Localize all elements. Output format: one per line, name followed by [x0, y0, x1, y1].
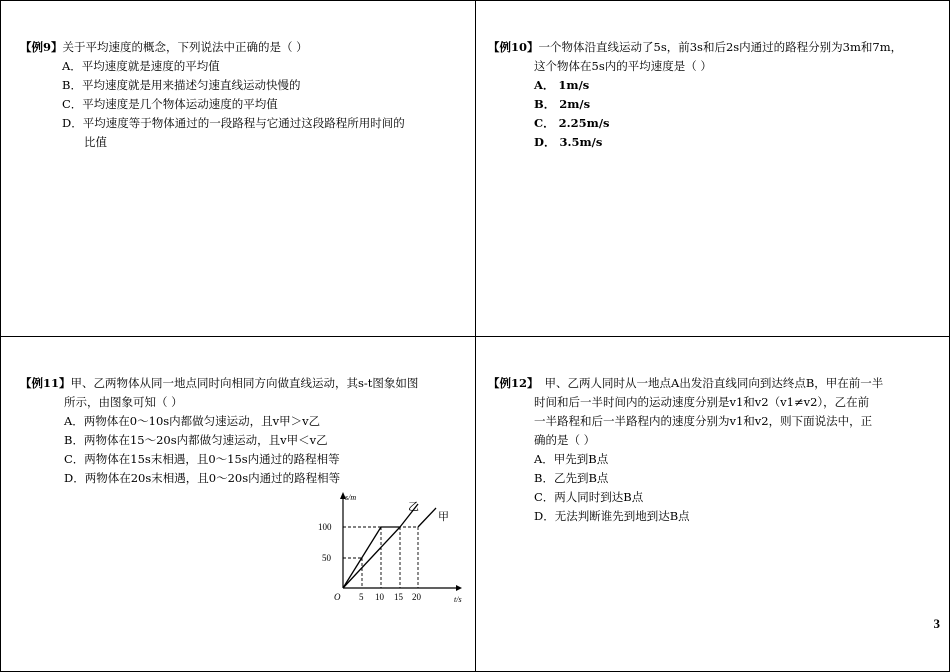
- q11-stem-line1: 甲、乙两物体从同一地点同时向相同方向做直线运动，其s-t图象如图: [70, 376, 419, 390]
- q9-option-c: C．平均速度是几个物体运动速度的平均值: [62, 97, 278, 111]
- q9-option-d-cont: 比值: [84, 135, 107, 149]
- q12-option-c: C．两人同时到达B点: [534, 490, 644, 504]
- x-tick-20: 20: [412, 592, 421, 602]
- q9-option-a: A．平均速度就是速度的平均值: [62, 59, 220, 73]
- series-jia-label: 甲: [438, 510, 449, 523]
- x-tick-10: 10: [375, 592, 384, 602]
- y-tick-50: 50: [322, 553, 331, 563]
- q10-option-a: A． 1m/s: [534, 78, 590, 92]
- q10-stem-line1: 一个物体沿直线运动了5s，前3s和后2s内通过的路程分别为3m和7m，: [538, 40, 903, 54]
- q11-option-b: B．两物体在15～20s内都做匀速运动，且v甲＜v乙: [64, 433, 328, 447]
- series-jia-line-2: [418, 508, 436, 527]
- horizontal-divider: [0, 336, 950, 337]
- x-tick-5: 5: [359, 592, 364, 602]
- q12-stem-line4: 确的是（ ）: [534, 433, 596, 447]
- q10-stem-line2: 这个物体在5s内的平均速度是（ ）: [534, 59, 712, 73]
- q12-stem-line2: 时间和后一半时间内的运动速度分别是v1和v2（v1≠v2），乙在前: [534, 395, 870, 409]
- q12-option-a: A．甲先到B点: [534, 452, 609, 466]
- question-9: [20, 38, 460, 152]
- q12-tag: 【例12】: [488, 376, 539, 390]
- series-yi-label: 乙: [408, 500, 419, 513]
- q9-option-d: D．平均速度等于物体通过的一段路程与它通过这段路程所用时间的: [62, 116, 405, 130]
- x-tick-15: 15: [394, 592, 403, 602]
- y-tick-100: 100: [318, 522, 332, 532]
- q10-option-c: C． 2.25m/s: [534, 116, 610, 130]
- q11-st-graph: [318, 490, 463, 610]
- q11-option-c: C．两物体在15s末相遇，且0～15s内通过的路程相等: [64, 452, 340, 466]
- x-axis-label: t/s: [454, 595, 462, 604]
- y-axis-label: s/m: [345, 493, 357, 502]
- q11-stem-line2: 所示，由图象可知（ ）: [64, 395, 183, 409]
- origin-label: O: [334, 592, 341, 602]
- q12-option-b: B．乙先到B点: [534, 471, 609, 485]
- q11-tag: 【例11】: [20, 376, 71, 390]
- q12-option-d: D．无法判断谁先到地到达B点: [534, 509, 690, 523]
- q10-tag: 【例10】: [488, 40, 539, 54]
- q11-option-d: D．两物体在20s末相遇，且0～20s内通过的路程相等: [64, 471, 341, 485]
- question-12: [488, 374, 938, 526]
- question-11: [20, 374, 465, 488]
- q9-option-b: B．平均速度就是用来描述匀速直线运动快慢的: [62, 78, 301, 92]
- page-number: 3: [933, 616, 940, 631]
- q9-tag: 【例9】: [20, 40, 63, 54]
- q9-stem: 关于平均速度的概念，下列说法中正确的是（ ）: [62, 40, 308, 54]
- series-jia-line-1: [343, 527, 400, 588]
- q12-stem-line1: 甲、乙两人同时从一地点A出发沿直线同向到达终点B，甲在前一半: [544, 376, 884, 390]
- q12-stem-line3: 一半路程和后一半路程内的速度分别为v1和v2，则下面说法中，正: [534, 414, 873, 428]
- q10-option-d: D． 3.5m/s: [534, 135, 603, 149]
- x-axis-arrow: [456, 585, 462, 591]
- q11-option-a: A．两物体在0～10s内都做匀速运动，且v甲＞v乙: [64, 414, 321, 428]
- q10-option-b: B． 2m/s: [534, 97, 591, 111]
- question-10: [488, 38, 943, 152]
